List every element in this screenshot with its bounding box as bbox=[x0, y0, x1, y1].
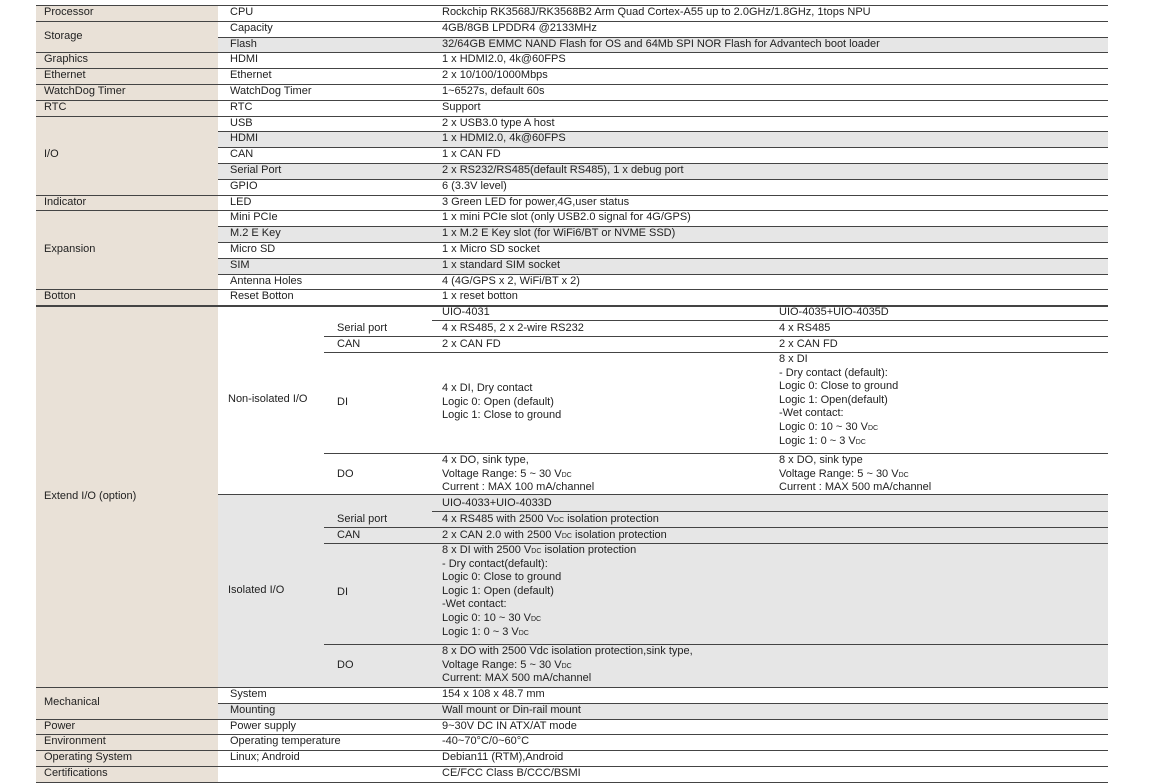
spec-value: 154 x 108 x 48.7 mm bbox=[442, 688, 545, 700]
spec-value: 1 x CAN FD bbox=[442, 148, 501, 161]
spec-value: -40~70°C/0~60°C bbox=[442, 735, 530, 748]
spec-item-antenna-holes: Antenna Holes bbox=[230, 274, 303, 287]
category-mechanical: Mechanical bbox=[36, 687, 218, 719]
row-divider bbox=[432, 320, 1108, 321]
spec-item-system: System bbox=[230, 688, 267, 700]
ni-serial-b: 4 x RS485 bbox=[779, 322, 831, 334]
row-divider bbox=[36, 84, 1108, 85]
spec-item-watchdog-timer: WatchDog Timer bbox=[230, 85, 312, 97]
ni-can-label: CAN bbox=[337, 338, 361, 350]
spec-value: 2 x 10/100/1000Mbps bbox=[442, 69, 548, 82]
spec-item-rtc: RTC bbox=[230, 100, 253, 113]
category-i-o: I/O bbox=[36, 116, 218, 195]
row-divider bbox=[218, 242, 1108, 243]
spec-item-ethernet: Ethernet bbox=[230, 69, 272, 82]
spec-value: 6 (3.3V level) bbox=[442, 179, 507, 192]
model-uio-4031: UIO-4031 bbox=[442, 306, 490, 318]
row-divider bbox=[324, 352, 1108, 353]
row-divider bbox=[36, 68, 1108, 69]
row-divider bbox=[36, 734, 1108, 735]
row-divider bbox=[36, 750, 1108, 751]
spec-value: 2 x RS232/RS485(default RS485), 1 x debug port bbox=[442, 164, 684, 176]
ni-can-a: 2 x CAN FD bbox=[442, 338, 501, 350]
iso-di-label: DI bbox=[337, 586, 348, 598]
spec-item-hdmi: HDMI bbox=[230, 132, 259, 145]
iso-can: 2 x CAN 2.0 with 2500 VDC isolation protection bbox=[442, 529, 667, 541]
spec-item-micro-sd: Micro SD bbox=[230, 243, 276, 255]
iso-can-label: CAN bbox=[337, 529, 361, 541]
row-divider bbox=[324, 644, 1108, 645]
spec-item-gpio: GPIO bbox=[230, 179, 258, 192]
row-divider bbox=[218, 703, 1108, 704]
category-graphics: Graphics bbox=[36, 52, 218, 68]
spec-value: Rockchip RK3568J/RK3568B2 Arm Quad Cortex-A55 up to 2.0GHz/1.8GHz, 1tops NPU bbox=[442, 6, 871, 18]
ni-di-label: DI bbox=[337, 396, 348, 408]
ni-do-b: 8 x DO, sink type Voltage Range: 5 ~ 30 VDC Current : MAX 500 mA/channel bbox=[779, 454, 932, 494]
row-divider bbox=[36, 210, 1108, 211]
row-divider bbox=[36, 195, 1108, 196]
row-divider bbox=[36, 766, 1108, 767]
row-divider bbox=[36, 687, 1108, 688]
ni-di-b: 8 x DI - Dry contact (default): Logic 0: Close to ground Logic 1: Open(default) -Wet contact: Logic 0: 10 ~ 30 VDC Logic 1: 0 ~ 3 VDC bbox=[779, 353, 899, 447]
category-storage: Storage bbox=[36, 21, 218, 53]
row-divider bbox=[36, 719, 1108, 720]
spec-item-serial-port: Serial Port bbox=[230, 164, 282, 176]
ni-serial-label: Serial port bbox=[337, 322, 388, 334]
category-botton: Botton bbox=[36, 289, 218, 305]
spec-value: 1 x reset botton bbox=[442, 290, 518, 303]
spec-item-led: LED bbox=[230, 195, 252, 208]
ni-do-a: 4 x DO, sink type, Voltage Range: 5 ~ 30 VDC Current : MAX 100 mA/channel bbox=[442, 454, 595, 494]
iso-serial-label: Serial port bbox=[337, 513, 388, 525]
spec-item-sim: SIM bbox=[230, 258, 250, 271]
category-operating-system: Operating System bbox=[36, 750, 218, 766]
spec-item-hdmi: HDMI bbox=[230, 53, 259, 66]
spec-value: 32/64GB EMMC NAND Flash for OS and 64Mb SPI NOR Flash for Advantech boot loader bbox=[442, 37, 880, 50]
row-divider bbox=[324, 543, 1108, 544]
row-divider bbox=[36, 116, 1108, 117]
row-divider bbox=[218, 131, 1108, 132]
spec-value: Debian11 (RTM),Android bbox=[442, 751, 564, 764]
category-watchdog-timer: WatchDog Timer bbox=[36, 84, 218, 100]
spec-item-mounting: Mounting bbox=[230, 703, 276, 716]
category-power: Power bbox=[36, 719, 218, 735]
row-divider bbox=[324, 453, 1108, 454]
model-uio-4035: UIO-4035+UIO-4035D bbox=[779, 306, 889, 318]
spec-item-operating-temperature: Operating temperature bbox=[230, 735, 341, 748]
spec-value: 9~30V DC IN ATX/AT mode bbox=[442, 719, 577, 732]
category-indicator: Indicator bbox=[36, 195, 218, 211]
iso-serial: 4 x RS485 with 2500 VDC isolation protection bbox=[442, 513, 659, 525]
ni-serial-a: 4 x RS485, 2 x 2-wire RS232 bbox=[442, 322, 584, 334]
spec-item-flash: Flash bbox=[230, 37, 257, 50]
spec-value: 1~6527s, default 60s bbox=[442, 85, 545, 97]
row-divider bbox=[324, 336, 1108, 337]
row-divider bbox=[218, 179, 1108, 180]
spec-item-reset-botton: Reset Botton bbox=[230, 290, 294, 303]
row-divider bbox=[36, 306, 1108, 307]
ni-can-b: 2 x CAN FD bbox=[779, 338, 838, 350]
spec-value: 4GB/8GB LPDDR4 @2133MHz bbox=[442, 21, 597, 34]
row-divider bbox=[36, 289, 1108, 290]
spec-item-mini-pcie: Mini PCIe bbox=[230, 211, 278, 224]
spec-item-linux-android: Linux; Android bbox=[230, 751, 300, 764]
row-divider bbox=[218, 147, 1108, 148]
row-divider bbox=[218, 494, 1108, 495]
category-certifications: Certifications bbox=[36, 766, 218, 782]
category-environment: Environment bbox=[36, 734, 218, 750]
row-divider bbox=[36, 52, 1108, 53]
spec-item-power-supply: Power supply bbox=[230, 719, 297, 732]
category-ethernet: Ethernet bbox=[36, 68, 218, 84]
row-divider bbox=[218, 274, 1108, 275]
spec-value: 1 x Micro SD socket bbox=[442, 243, 540, 255]
spec-value: 1 x standard SIM socket bbox=[442, 258, 560, 271]
spec-value: 1 x mini PCIe slot (only USB2.0 signal for 4G/GPS) bbox=[442, 211, 691, 224]
spec-item-can: CAN bbox=[230, 148, 254, 161]
spec-value: 1 x M.2 E Key slot (for WiFi6/BT or NVME SSD) bbox=[442, 227, 676, 240]
iso-do-label: DO bbox=[337, 659, 354, 671]
category-extend-io: Extend I/O (option) bbox=[36, 306, 218, 687]
spec-value: CE/FCC Class B/CCC/BSMI bbox=[442, 767, 581, 779]
iso-do: 8 x DO with 2500 Vdc isolation protection,sink type, Voltage Range: 5 ~ 30 VDC Current: MAX 500 mA/channel bbox=[442, 645, 693, 685]
model-uio-4033: UIO-4033+UIO-4033D bbox=[442, 497, 552, 509]
category-rtc: RTC bbox=[36, 100, 218, 116]
category-processor: Processor bbox=[36, 5, 218, 21]
ni-do-label: DO bbox=[337, 468, 354, 480]
row-divider bbox=[324, 527, 1108, 528]
spec-item-cpu: CPU bbox=[230, 6, 254, 18]
spec-value: 4 (4G/GPS x 2, WiFi/BT x 2) bbox=[442, 274, 580, 287]
spec-value: Wall mount or Din-rail mount bbox=[442, 703, 581, 716]
spec-value: 1 x HDMI2.0, 4k@60FPS bbox=[442, 53, 566, 66]
row-divider bbox=[218, 258, 1108, 259]
spec-value: 1 x HDMI2.0, 4k@60FPS bbox=[442, 132, 566, 145]
row-divider bbox=[36, 5, 1108, 6]
category-expansion: Expansion bbox=[36, 210, 218, 289]
row-divider bbox=[36, 21, 1108, 22]
row-divider bbox=[218, 37, 1108, 38]
spec-value: Support bbox=[442, 100, 481, 113]
row-divider bbox=[432, 511, 1108, 512]
row-divider bbox=[36, 100, 1108, 101]
non-isolated-label: Non-isolated I/O bbox=[228, 393, 308, 406]
spec-item-m-2-e-key: M.2 E Key bbox=[230, 227, 281, 240]
isolated-label: Isolated I/O bbox=[228, 584, 285, 597]
spec-item-capacity: Capacity bbox=[230, 21, 273, 34]
row-divider bbox=[218, 226, 1108, 227]
row-divider bbox=[218, 163, 1108, 164]
spec-table bbox=[36, 4, 1108, 782]
spec-item-usb: USB bbox=[230, 116, 253, 129]
iso-di: 8 x DI with 2500 VDC isolation protection - Dry contact(default): Logic 0: Close to ground Logic 1: Open (default) -Wet contact: Logic 0: 10 ~ 30 VDC Logic 1: 0 ~ 3 VDC bbox=[442, 544, 637, 638]
ni-di-a: 4 x DI, Dry contact Logic 0: Open (default) Logic 1: Close to ground bbox=[442, 382, 562, 422]
spec-value: 3 Green LED for power,4G,user status bbox=[442, 195, 630, 208]
spec-value: 2 x USB3.0 type A host bbox=[442, 116, 555, 129]
